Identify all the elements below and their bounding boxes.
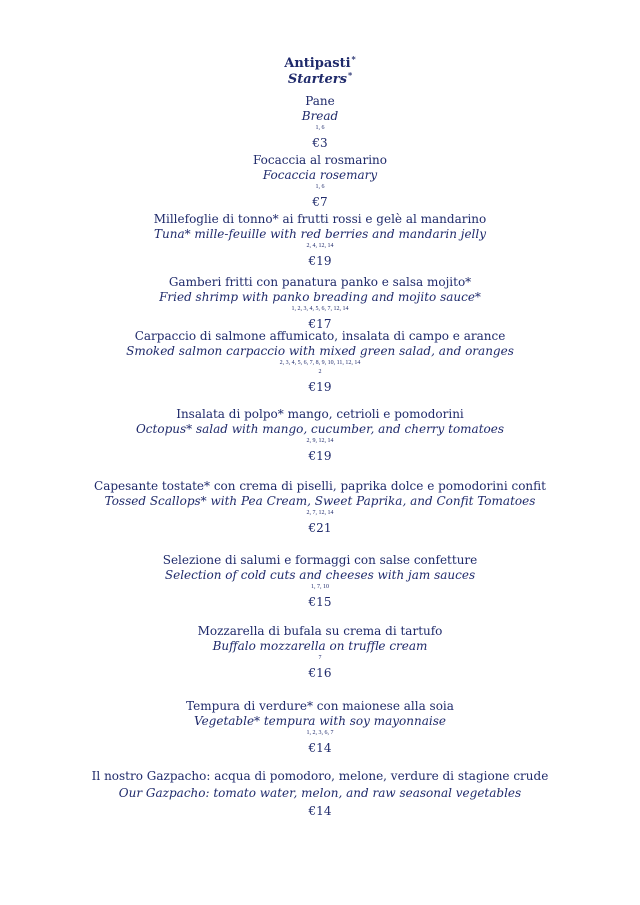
dish-price: €19 — [308, 254, 332, 268]
dish-name-english: Tossed Scallops* with Pea Cream, Sweet Paprika, and Confit Tomatoes — [104, 494, 536, 508]
dish-price: €14 — [308, 804, 332, 818]
allergen-codes: 1, 7, 10 — [311, 584, 329, 590]
section-title-english — [0, 67, 640, 88]
menu-item — [0, 553, 640, 610]
menu-item — [0, 699, 640, 756]
allergen-codes: 2, 3, 4, 5, 6, 7, 8, 9, 10, 11, 12, 14 — [279, 360, 361, 366]
menu-item — [0, 275, 640, 332]
dish-name-italian: Mozzarella di bufala su crema di tartufo — [197, 624, 443, 638]
allergen-codes-extra: 2 — [318, 369, 322, 375]
dish-name-italian: Gamberi fritti con panatura panko e salsa mojito* — [168, 275, 472, 289]
dish-name-english: Tuna* mille-feuille with red berries and mandarin jelly — [153, 227, 487, 241]
dish-name-italian: Tempura di verdure* con maionese alla soia — [186, 699, 454, 713]
menu-item — [0, 153, 640, 210]
menu-item — [0, 479, 640, 536]
dish-name-italian: Carpaccio di salmone affumicato, insalata di campo e arance — [134, 329, 506, 343]
title-en-text: Starters — [287, 72, 347, 87]
allergen-codes: 1, 6 — [315, 184, 325, 190]
allergen-codes: 1, 6 — [315, 125, 325, 131]
dish-price: €3 — [312, 136, 328, 150]
title-it-asterisk: * — [351, 54, 356, 64]
dish-name-english: Buffalo mozzarella on truffle cream — [212, 639, 428, 653]
dish-name-english: Fried shrimp with panko breading and mojito sauce* — [159, 290, 481, 304]
menu-item — [0, 407, 640, 464]
allergen-codes: 1, 2, 3, 6, 7 — [306, 730, 334, 736]
dish-name-english: Bread — [301, 109, 339, 123]
dish-price: €19 — [308, 449, 332, 463]
allergen-codes: 7 — [318, 655, 322, 661]
dish-name-english: Focaccia rosemary — [262, 168, 378, 182]
title-en-asterisk: * — [347, 70, 353, 80]
menu-item — [0, 624, 640, 681]
dish-name-italian: Capesante tostate* con crema di piselli, paprika dolce e pomodorini confit — [94, 479, 546, 493]
dish-name-italian: Millefoglie di tonno* ai frutti rossi e gelè al mandarino — [153, 212, 487, 226]
menu-item — [0, 329, 640, 395]
dish-name-english: Octopus* salad with mango, cucumber, and cherry tomatoes — [135, 422, 505, 436]
dish-name-english: Our Gazpacho: tomato water, melon, and raw seasonal vegetables — [118, 786, 522, 800]
menu-item — [0, 212, 640, 269]
dish-name-italian: Il nostro Gazpacho: acqua di pomodoro, melone, verdure di stagione crude — [91, 769, 549, 783]
dish-price: €7 — [312, 195, 328, 209]
dish-name-italian: Focaccia al rosmarino — [252, 153, 387, 167]
menu-item — [0, 769, 640, 819]
dish-name-english: Smoked salmon carpaccio with mixed green salad, and oranges — [126, 344, 514, 358]
dish-name-italian: Selezione di salumi e formaggi con salse confetture — [162, 553, 478, 567]
allergen-codes: 2, 4, 12, 14 — [306, 243, 334, 249]
dish-price: €15 — [308, 595, 332, 609]
allergen-codes: 2, 7, 12, 14 — [306, 510, 334, 516]
allergen-codes: 1, 2, 3, 4, 5, 6, 7, 12, 14 — [291, 306, 349, 312]
dish-price: €17 — [308, 317, 332, 331]
dish-name-italian: Pane — [305, 94, 335, 108]
dish-price: €21 — [308, 521, 332, 535]
allergen-codes: 2, 9, 12, 14 — [306, 438, 334, 444]
dish-name-english: Selection of cold cuts and cheeses with jam sauces — [164, 568, 476, 582]
dish-price: €19 — [308, 380, 332, 394]
menu-item — [0, 94, 640, 151]
dish-price: €16 — [308, 666, 332, 680]
title-it-text: Antipasti — [284, 56, 351, 71]
dish-name-italian: Insalata di polpo* mango, cetrioli e pomodorini — [176, 407, 464, 421]
dish-name-english: Vegetable* tempura with soy mayonnaise — [194, 714, 446, 728]
dish-price: €14 — [308, 741, 332, 755]
